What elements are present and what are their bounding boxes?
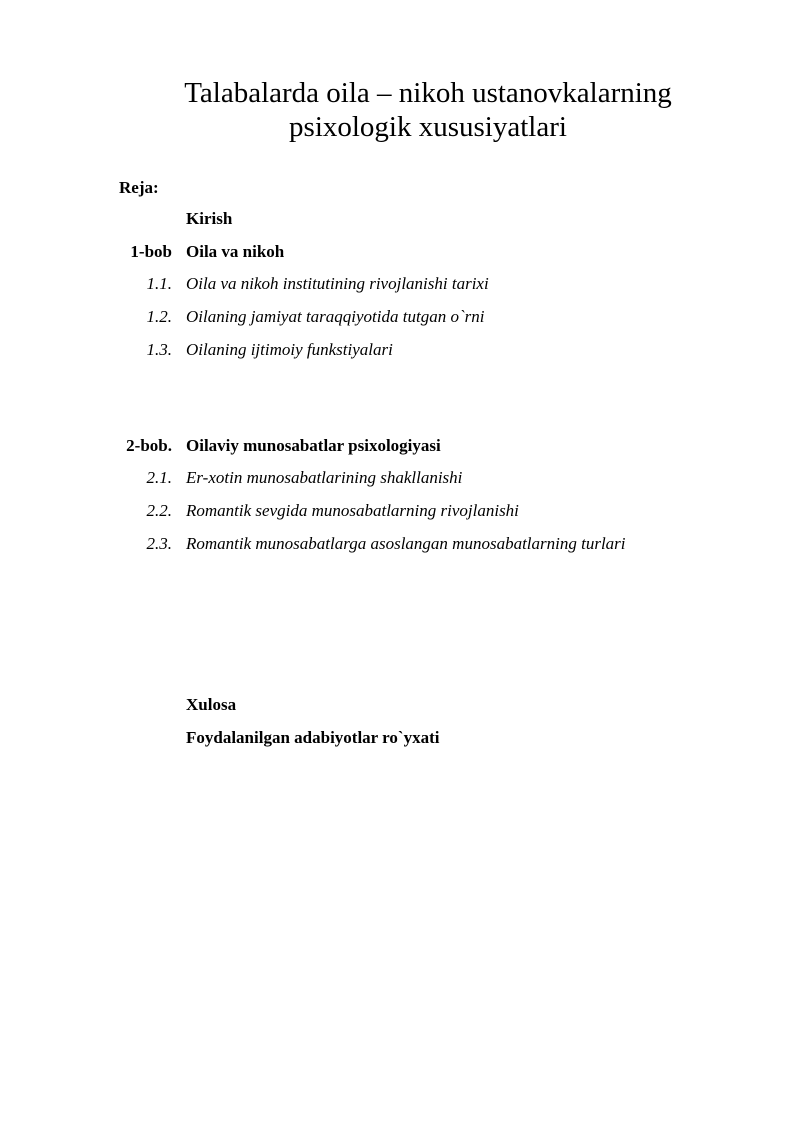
toc-chapter-1 — [0, 241, 800, 265]
section-1-2-title: Oilaning jamiyat taraqqiyotida tutgan o`rni — [186, 307, 485, 326]
toc-section-1-1 — [0, 273, 800, 297]
section-2-1-title: Er-xotin munosabatlarining shakllanishi — [186, 468, 463, 487]
chapter-2-number: 2-bob. — [126, 436, 172, 455]
title-line-1: Talabalarda oila – nikoh ustanovkalarning — [184, 77, 672, 109]
section-1-3-title: Oilaning ijtimoiy funkstiyalari — [186, 340, 393, 359]
section-2-2-number: 2.2. — [146, 501, 172, 520]
toc-conclusion-title: Xulosa — [186, 695, 237, 714]
toc-item-intro — [0, 208, 800, 232]
toc-item-references — [0, 727, 800, 751]
toc-item-conclusion — [0, 694, 800, 718]
section-2-3-number: 2.3. — [146, 534, 172, 553]
chapter-1-title: Oila va nikoh — [186, 242, 285, 261]
title-line-2: psixologik xususiyatlari — [289, 111, 567, 143]
toc-references-title: Foydalanilgan adabiyotlar ro`yxati — [186, 728, 440, 747]
chapter-1-number: 1-bob — [130, 242, 172, 261]
toc-section-1-2 — [0, 306, 800, 330]
toc-section-1-3 — [0, 339, 800, 363]
section-1-3-number: 1.3. — [146, 340, 172, 359]
toc-intro-title: Kirish — [186, 209, 233, 228]
section-2-3-title: Romantik munosabatlarga asoslangan munosabatlarning turlari — [186, 534, 626, 553]
section-1-2-number: 1.2. — [146, 307, 172, 326]
section-1-1-number: 1.1. — [146, 274, 172, 293]
toc-section-2-1 — [0, 467, 800, 491]
document-title — [100, 76, 756, 144]
toc-chapter-2 — [0, 435, 800, 459]
section-1-1-title: Oila va nikoh institutining rivojlanishi tarixi — [186, 274, 489, 293]
toc-section-2-3 — [0, 533, 800, 557]
section-2-1-number: 2.1. — [146, 468, 172, 487]
section-2-2-title: Romantik sevgida munosabatlarning rivojlanishi — [186, 501, 519, 520]
toc-section-2-2 — [0, 500, 800, 524]
chapter-2-title: Oilaviy munosabatlar psixologiyasi — [186, 436, 441, 455]
plan-label: Reja: — [119, 178, 159, 197]
